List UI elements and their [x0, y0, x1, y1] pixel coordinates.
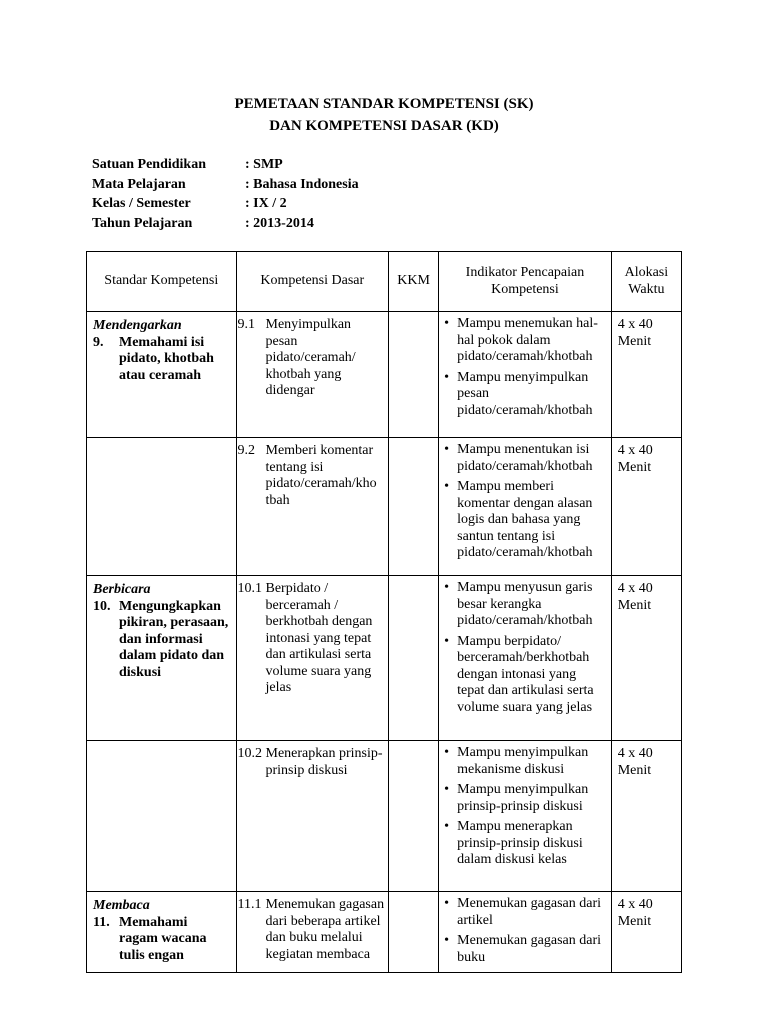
cell-standar-kompetensi [87, 741, 237, 892]
indicator-item [444, 634, 607, 717]
cell-kompetensi-dasar [236, 312, 389, 438]
table-row [87, 576, 682, 741]
alokasi-text: 4 x 40 Menit [617, 581, 653, 613]
indicator-text: Mampu berpidato/ berceramah/berkhotbah dengan intonasi yang tepat dan artikulasi serta volume suara yang jelas [457, 633, 594, 715]
info-value: : Bahasa Indonesia [245, 176, 359, 192]
indicator-item [444, 580, 607, 630]
bullet-icon: • [444, 316, 450, 331]
indicator-item [444, 442, 607, 475]
kd-number: 11.1 [237, 897, 262, 912]
indicator-text: Mampu menemukan hal-hal pokok dalam pidato/ceramah/khotbah [457, 316, 598, 364]
cell-kkm [389, 438, 439, 576]
info-block [92, 155, 359, 233]
alokasi-text: 4 x 40 Menit [617, 746, 653, 778]
cell-standar-kompetensi [87, 892, 237, 973]
sk-text: Memahami ragam wacana tulis engan [119, 914, 207, 963]
cell-kkm [389, 576, 439, 741]
indicator-text: Mampu menyusun garis besar kerangka pidato/ceramah/khotbah [457, 580, 593, 628]
indicator-item [444, 896, 607, 929]
sk-number: 11. [93, 914, 110, 930]
cell-indikator [439, 892, 612, 973]
indicator-text: Mampu menyimpulkan pesan pidato/ceramah/khotbah [457, 369, 593, 418]
table-header-row [87, 252, 682, 312]
cell-alokasi-waktu [611, 576, 681, 741]
cell-indikator [439, 576, 612, 741]
cell-kompetensi-dasar [236, 576, 389, 741]
kd-number: 9.1 [237, 317, 255, 332]
sk-text: Memahami isi pidato, khotbah atau ceramah [119, 334, 214, 383]
kd-number: 10.2 [237, 746, 262, 761]
sk-text: Mengungkapkan pikiran, perasaan, dan informasi dalam pidato dan diskusi [119, 598, 229, 680]
table-row [87, 741, 682, 892]
bullet-icon: • [444, 933, 450, 948]
indicator-item [444, 479, 607, 562]
indicator-text: Mampu memberi komentar dengan alasan logis dan bahasa yang santun tentang isi pidato/ceramah/khotbah [457, 479, 593, 560]
indicator-item [444, 933, 607, 966]
bullet-icon: • [444, 442, 450, 457]
cell-kkm [389, 741, 439, 892]
info-label: Kelas / Semester [92, 196, 191, 211]
kd-text: Menyimpulkan pesan pidato/ceramah/ khotbah yang didengar [265, 317, 356, 398]
alokasi-text: 4 x 40 Menit [617, 897, 653, 929]
info-label: Mata Pelajaran [92, 176, 186, 192]
cell-alokasi-waktu [611, 312, 681, 438]
kd-text: Memberi komentar tentang isi pidato/ceramah/kho tbah [265, 443, 377, 508]
bullet-icon: • [444, 633, 450, 649]
alokasi-text: 4 x 40 Menit [617, 443, 653, 475]
indicator-text: Mampu menerapkan prinsip-prinsip diskusi dalam diskusi kelas [457, 819, 583, 867]
bullet-icon: • [444, 745, 450, 760]
header-indikator: Indikator Pencapaian Kompetensi [439, 252, 612, 312]
bullet-icon: • [444, 819, 450, 834]
indicator-item [444, 819, 607, 869]
header-kompetensi-dasar: Kompetensi Dasar [236, 252, 389, 312]
kd-text: Menemukan gagasan dari beberapa artikel dan buku melalui kegiatan membaca [265, 897, 385, 962]
table-row [87, 438, 682, 576]
header-kkm: KKM [389, 252, 439, 312]
indicator-text: Mampu menyimpulkan prinsip-prinsip diskusi [457, 782, 589, 814]
bullet-icon: • [444, 782, 450, 797]
doc-title-line1: PEMETAAN STANDAR KOMPETENSI (SK) [234, 96, 534, 112]
kd-number: 9.2 [237, 443, 255, 458]
indicator-text: Mampu menyimpulkan mekanisme diskusi [457, 745, 589, 777]
indicator-item [444, 370, 607, 420]
header-standar-kompetensi: Standar Kompetensi [87, 252, 237, 312]
info-value: : SMP [245, 157, 283, 172]
header-alokasi-waktu: Alokasi Waktu [611, 252, 681, 312]
bullet-icon: • [444, 479, 450, 494]
competency-table [86, 251, 682, 973]
bullet-icon: • [444, 580, 450, 595]
bullet-icon: • [444, 896, 450, 911]
kd-text: Menerapkan prinsip-prinsip diskusi [265, 746, 383, 778]
cell-standar-kompetensi [87, 438, 237, 576]
cell-kompetensi-dasar [236, 741, 389, 892]
kd-text: Berpidato / berceramah / berkhotbah dengan intonasi yang tepat dan artikulasi serta volume suara yang jelas [265, 581, 373, 695]
bullet-icon: • [444, 369, 450, 385]
cell-alokasi-waktu [611, 438, 681, 576]
info-row [92, 155, 359, 175]
info-value: : 2013-2014 [245, 215, 314, 231]
alokasi-text: 4 x 40 Menit [617, 317, 653, 349]
sk-number: 10. [93, 598, 111, 614]
indicator-item [444, 782, 607, 815]
cell-kkm [389, 312, 439, 438]
info-row [92, 214, 359, 234]
indicator-item [444, 316, 607, 366]
info-label: Satuan Pendidikan [92, 157, 206, 172]
cell-indikator [439, 312, 612, 438]
aspect-label: Berbicara [93, 582, 151, 597]
kd-number: 10.1 [237, 581, 262, 596]
cell-kkm [389, 892, 439, 973]
info-row [92, 194, 359, 214]
cell-indikator [439, 438, 612, 576]
info-row [92, 175, 359, 195]
sk-number: 9. [93, 334, 104, 350]
cell-kompetensi-dasar [236, 438, 389, 576]
indicator-text: Mampu menentukan isi pidato/ceramah/khotbah [457, 442, 593, 474]
indicator-item [444, 745, 607, 778]
indicator-text: Menemukan gagasan dari buku [457, 933, 601, 965]
cell-alokasi-waktu [611, 892, 681, 973]
aspect-label: Membaca [93, 898, 150, 913]
info-label: Tahun Pelajaran [92, 215, 193, 231]
table-row [87, 312, 682, 438]
cell-standar-kompetensi [87, 576, 237, 741]
cell-kompetensi-dasar [236, 892, 389, 973]
cell-standar-kompetensi [87, 312, 237, 438]
doc-title-line2: DAN KOMPETENSI DASAR (KD) [269, 118, 499, 134]
cell-alokasi-waktu [611, 741, 681, 892]
table-row [87, 892, 682, 973]
aspect-label: Mendengarkan [93, 318, 182, 333]
info-value: : IX / 2 [245, 196, 287, 211]
indicator-text: Menemukan gagasan dari artikel [457, 896, 601, 928]
cell-indikator [439, 741, 612, 892]
